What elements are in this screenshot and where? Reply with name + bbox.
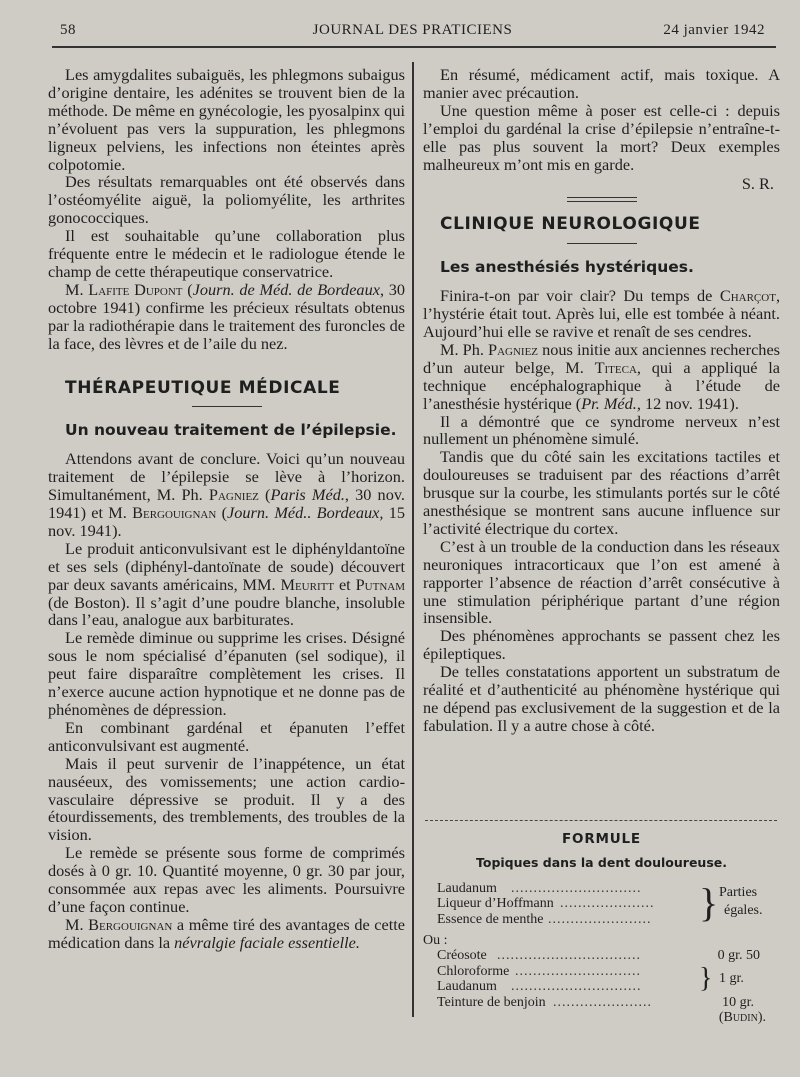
quantity: égales.: [724, 902, 763, 918]
quantity: 0 gr. 50: [717, 948, 760, 964]
left-column: [48, 66, 405, 952]
paragraph: En résumé, médicament actif, mais toxique. A manier avec précaution.: [423, 65, 780, 102]
ingredient-name: Chloroforme: [437, 963, 510, 979]
author-name: Pagniez: [488, 339, 539, 359]
author-name: Bergouignan: [88, 914, 173, 934]
ingredient-name: Laudanum: [437, 880, 497, 896]
paragraph: De telles constatations apportent un substratum de réalité et d’authenticité au phénomène hystérique qui ne dépend pas exclusivement de la suggestion et de la fabulation. Il y a autre chose à côté.: [423, 662, 780, 735]
journal-reference: Journ. Méd.. Bordeaux,: [227, 503, 384, 523]
formule-subtitle: Topiques dans la dent douloureuse.: [475, 855, 727, 871]
ingredient-name: Créosote: [437, 948, 487, 964]
paragraph: M. Ph. Pagniez nous initie aux anciennes recherches d’un auteur belge, M. Titeca, qui a appliqué la technique encéphalographique à l’étude de l’anesthésie hystérique (Pr. Méd., 12 nov. 1941).: [423, 339, 781, 413]
ingredient-row: Liqueur d’Hoffmann .....................: [437, 896, 655, 912]
ingredient-name: Teinture de benjoin: [437, 994, 546, 1010]
formule-rule: [425, 820, 777, 821]
journal-reference: Journ. de Méd. de Bordeaux: [192, 279, 380, 299]
ingredient-name: Essence de menthe: [437, 911, 544, 927]
paragraph: Une question même à poser est celle-ci : depuis l’emploi du gardénal la crise d’épilepsie n’entraîne-t-elle pas plus souvent la mort? Deux exemples malheureux m’ont mis en garde.: [423, 100, 780, 174]
ingredient-row: Laudanum .............................: [437, 978, 642, 994]
brace-icon: }: [699, 879, 719, 925]
paragraph: Finira-t-on par voir clair? Du temps de Charçot, l’hystérie était tout. Après lui, elle est tombée à néant. Aujourd’hui elle se ravive et renaît de ses cendres.: [423, 286, 781, 341]
brace-icon: }: [699, 962, 713, 994]
quantity: Parties: [719, 884, 758, 900]
header-rule: [52, 46, 776, 48]
page-header: [60, 22, 765, 44]
ingredient-group-1: [423, 881, 780, 929]
quantity: 10 gr.: [722, 994, 754, 1010]
ingredient-group-2: [423, 964, 780, 995]
ingredient-row: Chloroforme ............................: [437, 963, 641, 979]
page-number: 58: [60, 22, 76, 38]
paragraph: Il a démontré que ce syndrome nerveux n’est nullement un phénomène simulé.: [423, 411, 780, 449]
author-signature: S. R.: [741, 174, 774, 194]
article-title: Les anesthésiés hystériques.: [440, 258, 694, 277]
paragraph: M. Bergouignan a même tiré des avantages de cette médication dans la névralgie faciale essentielle.: [48, 914, 405, 952]
right-column: [423, 66, 780, 735]
formule-author: (Budin).: [718, 1009, 766, 1025]
paragraph: En combinant gardénal et épanuten l’effet anticonvulsivant est augmenté.: [48, 717, 405, 755]
article-title: Un nouveau traitement de l’épilepsie.: [65, 421, 397, 440]
or-row: [423, 933, 780, 948]
paragraph: Tandis que du côté sain les excitations tactiles et douloureuses se traduisent par des réactions d’arrêt brusque sur la courbe, les stimulants portés sur le côté anesthésique se montrent sans aucune influence sur l’activité électrique du cortex.: [423, 447, 780, 538]
author-name: Lafite Dupont: [88, 279, 183, 299]
journal-reference: Paris Méd.: [270, 485, 345, 505]
section-title: THÉRAPEUTIQUE MÉDICALE: [65, 377, 341, 398]
author-name: Pagniez: [208, 485, 259, 505]
issue-date: 24 janvier 1942: [663, 22, 765, 38]
ingredient-row: Créosote ................................ 0 gr. 50: [437, 948, 760, 964]
paragraph: Le remède se présente sous forme de comprimés dosés à 0 gr. 10. Quantité moyenne, 0 gr. 30 par jour, consommée aux repas avec les aliments. Poursuivre d’une façon continue.: [48, 843, 405, 916]
author-name: Charçot: [719, 286, 776, 306]
emphasis-text: névralgie faciale essentielle.: [174, 932, 360, 952]
author-row: [423, 1010, 780, 1025]
paragraph: Mais il peut survenir de l’inappétence, un état nauséeux, des vomissements; une action cardio-vasculaire dépressive se produit. Il y a des étourdissements, des tremblements, des troubles de la vision.: [48, 753, 405, 845]
author-name: Bergouignan: [132, 503, 217, 523]
journal-title: JOURNAL DES PRATICIENS: [312, 22, 513, 38]
quantity: 1 gr.: [719, 970, 744, 986]
or-label: Ou :: [423, 932, 448, 948]
author-name: Putnam: [355, 574, 405, 594]
author-name: Meuritt: [280, 574, 335, 594]
paragraph: C’est à un trouble de la conduction dans les réseaux neuroniques intracorticaux que l’on est amené à rapporter l’absence de réaction d’arrêt consécutive à une stimulation périphérique partant d’une région insensible.: [423, 536, 780, 628]
section-title: CLINIQUE NEUROLOGIQUE: [440, 214, 701, 235]
author-name: Titeca: [594, 357, 637, 377]
ingredient-name: Laudanum: [437, 978, 497, 994]
ingredient-row: Essence de menthe .......................: [437, 911, 652, 927]
paragraph: M. Lafite Dupont (Journ. de Méd. de Bordeaux, 30 octobre 1941) confirme les précieux résultats obtenus par la radiothérapie dans le traitement des furoncles de la face, des lèvres et de l’aile du nez.: [48, 279, 405, 353]
paragraph: Des phénomènes approchants se passent chez les épileptiques.: [423, 626, 780, 664]
journal-reference: Pr. Méd.: [581, 393, 637, 413]
paragraph: Le produit anticonvulsivant est le diphényldantoïne et ses sels (diphényl-dantoïnate de soude) découvert par deux savants américains, MM. Meuritt et Putnam (de Boston). Il s’agit d’une poudre blanche, insoluble dans l’eau, analogue aux barbiturates.: [48, 538, 405, 630]
formule-box: [423, 832, 780, 1025]
paragraph: Attendons avant de conclure. Voici qu’un nouveau traitement de l’épilepsie se lève à l’horizon. Simultanément, M. Ph. Pagniez (Paris Méd., 30 nov. 1941) et M. Bergouignan (Journ. Méd.. Bordeaux, 15 nov. 1941).: [48, 449, 405, 540]
column-divider: [412, 62, 414, 1017]
ingredient-row: Teinture de benjoin ...................... 10 gr.: [437, 994, 754, 1010]
formule-title: FORMULE: [562, 831, 641, 847]
ingredient-row: Laudanum .............................: [437, 880, 642, 896]
paragraph: Les amygdalites subaiguës, les phlegmons subaigus d’origine dentaire, les adénites se trouvent bien de la méthode. De même en gynécologie, les pyosalpinx qui n’évoluent pas vers la suppuration, les phlegmons ligneux pelviens, les infections non éteintes après colpotomie.: [48, 65, 405, 174]
paragraph: Des résultats remarquables ont été observés dans l’ostéomyélite aiguë, la poliomyélite, les arthrites gonococciques.: [48, 172, 405, 228]
paragraph: Le remède diminue ou supprime les crises. Désigné sous le nom spécialisé d’épanuten (sel sodique), il peut faire disparaître complètement les crises. Il n’exerce aucune action hypnotique et ne donne pas de phénomènes de dépression.: [48, 628, 405, 719]
ingredient-name: Liqueur d’Hoffmann: [437, 896, 554, 912]
paragraph: Il est souhaitable qu’une collaboration plus fréquente entre le médecin et le radiologue étende le champ de cette thérapeutique conservatrice.: [48, 226, 405, 281]
